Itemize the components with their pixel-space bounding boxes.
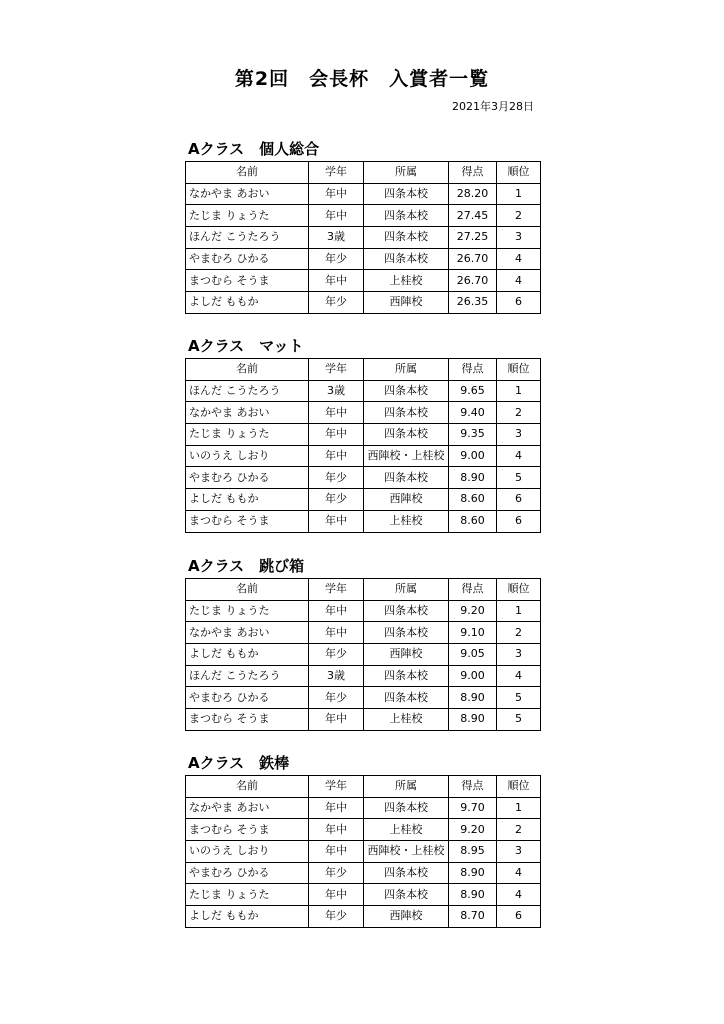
header-grade: 学年 bbox=[309, 776, 364, 798]
cell-name: まつむら そうま bbox=[186, 709, 309, 731]
table-row bbox=[186, 884, 541, 906]
table-row bbox=[186, 622, 541, 644]
cell-score: 8.60 bbox=[449, 489, 497, 511]
cell-name: たじま りょうた bbox=[186, 205, 309, 227]
cell-affiliation: 四条本校 bbox=[364, 687, 449, 709]
cell-grade: 3歳 bbox=[309, 227, 364, 249]
table-row bbox=[186, 205, 541, 227]
cell-grade: 年中 bbox=[309, 402, 364, 424]
table-header-row bbox=[186, 776, 541, 798]
cell-grade: 年中 bbox=[309, 424, 364, 446]
table-row bbox=[186, 489, 541, 511]
cell-grade: 年中 bbox=[309, 205, 364, 227]
cell-score: 26.35 bbox=[449, 292, 497, 314]
cell-name: なかやま あおい bbox=[186, 402, 309, 424]
cell-rank: 4 bbox=[497, 270, 541, 292]
cell-rank: 2 bbox=[497, 402, 541, 424]
cell-rank: 6 bbox=[497, 489, 541, 511]
cell-grade: 年少 bbox=[309, 467, 364, 489]
cell-score: 8.70 bbox=[449, 906, 497, 928]
cell-score: 8.90 bbox=[449, 467, 497, 489]
cell-score: 9.65 bbox=[449, 380, 497, 402]
cell-score: 8.90 bbox=[449, 884, 497, 906]
cell-score: 27.25 bbox=[449, 227, 497, 249]
cell-rank: 2 bbox=[497, 205, 541, 227]
cell-affiliation: 四条本校 bbox=[364, 600, 449, 622]
table-row bbox=[186, 906, 541, 928]
header-rank: 順位 bbox=[497, 162, 541, 184]
cell-affiliation: 四条本校 bbox=[364, 862, 449, 884]
cell-score: 28.20 bbox=[449, 183, 497, 205]
cell-rank: 1 bbox=[497, 380, 541, 402]
cell-grade: 年少 bbox=[309, 292, 364, 314]
cell-affiliation: 四条本校 bbox=[364, 424, 449, 446]
cell-affiliation: 四条本校 bbox=[364, 665, 449, 687]
results-table bbox=[185, 578, 541, 731]
cell-name: たじま りょうた bbox=[186, 424, 309, 446]
results-table bbox=[185, 161, 541, 314]
header-score: 得点 bbox=[449, 579, 497, 601]
section-title: Aクラス 個人総合 bbox=[188, 140, 320, 158]
cell-name: やまむろ ひかる bbox=[186, 467, 309, 489]
document-date: 2021年3月28日 bbox=[452, 100, 534, 113]
cell-affiliation: 西陣校 bbox=[364, 292, 449, 314]
header-affiliation: 所属 bbox=[364, 359, 449, 381]
cell-rank: 1 bbox=[497, 797, 541, 819]
section-vaulting-box bbox=[185, 554, 540, 731]
cell-grade: 年中 bbox=[309, 270, 364, 292]
cell-affiliation: 四条本校 bbox=[364, 402, 449, 424]
section-title: Aクラス マット bbox=[188, 337, 304, 355]
table-row bbox=[186, 292, 541, 314]
cell-grade: 年少 bbox=[309, 489, 364, 511]
cell-affiliation: 上桂校 bbox=[364, 270, 449, 292]
cell-score: 26.70 bbox=[449, 270, 497, 292]
table-row bbox=[186, 600, 541, 622]
cell-affiliation: 上桂校 bbox=[364, 709, 449, 731]
cell-rank: 5 bbox=[497, 687, 541, 709]
table-row bbox=[186, 445, 541, 467]
cell-grade: 年中 bbox=[309, 183, 364, 205]
header-affiliation: 所属 bbox=[364, 776, 449, 798]
cell-rank: 6 bbox=[497, 510, 541, 532]
cell-affiliation: 四条本校 bbox=[364, 884, 449, 906]
section-overall bbox=[185, 137, 540, 314]
cell-name: なかやま あおい bbox=[186, 797, 309, 819]
cell-name: いのうえ しおり bbox=[186, 445, 309, 467]
cell-rank: 5 bbox=[497, 709, 541, 731]
header-rank: 順位 bbox=[497, 776, 541, 798]
cell-score: 9.20 bbox=[449, 819, 497, 841]
cell-rank: 4 bbox=[497, 445, 541, 467]
cell-grade: 年中 bbox=[309, 445, 364, 467]
cell-grade: 年中 bbox=[309, 510, 364, 532]
table-row bbox=[186, 819, 541, 841]
results-table bbox=[185, 775, 541, 928]
cell-name: なかやま あおい bbox=[186, 183, 309, 205]
header-rank: 順位 bbox=[497, 359, 541, 381]
cell-affiliation: 西陣校・上桂校 bbox=[364, 445, 449, 467]
cell-grade: 年少 bbox=[309, 644, 364, 666]
cell-grade: 年中 bbox=[309, 622, 364, 644]
header-name: 名前 bbox=[186, 776, 309, 798]
cell-grade: 年少 bbox=[309, 687, 364, 709]
table-row bbox=[186, 687, 541, 709]
cell-score: 9.70 bbox=[449, 797, 497, 819]
table-header-row bbox=[186, 162, 541, 184]
cell-affiliation: 西陣校・上桂校 bbox=[364, 841, 449, 863]
header-score: 得点 bbox=[449, 776, 497, 798]
section-iron-bar bbox=[185, 751, 540, 928]
cell-score: 8.60 bbox=[449, 510, 497, 532]
cell-grade: 年少 bbox=[309, 248, 364, 270]
cell-score: 9.40 bbox=[449, 402, 497, 424]
table-row bbox=[186, 644, 541, 666]
cell-rank: 6 bbox=[497, 292, 541, 314]
cell-rank: 3 bbox=[497, 644, 541, 666]
header-name: 名前 bbox=[186, 579, 309, 601]
cell-name: ほんだ こうたろう bbox=[186, 665, 309, 687]
section-title: Aクラス 鉄棒 bbox=[188, 754, 290, 772]
cell-grade: 年中 bbox=[309, 819, 364, 841]
cell-affiliation: 上桂校 bbox=[364, 510, 449, 532]
cell-affiliation: 四条本校 bbox=[364, 622, 449, 644]
cell-grade: 3歳 bbox=[309, 380, 364, 402]
header-rank: 順位 bbox=[497, 579, 541, 601]
cell-rank: 1 bbox=[497, 600, 541, 622]
table-row bbox=[186, 467, 541, 489]
table-header-row bbox=[186, 579, 541, 601]
cell-name: まつむら そうま bbox=[186, 819, 309, 841]
cell-score: 9.20 bbox=[449, 600, 497, 622]
cell-name: ほんだ こうたろう bbox=[186, 380, 309, 402]
cell-score: 26.70 bbox=[449, 248, 497, 270]
cell-affiliation: 四条本校 bbox=[364, 227, 449, 249]
cell-affiliation: 四条本校 bbox=[364, 205, 449, 227]
cell-grade: 3歳 bbox=[309, 665, 364, 687]
cell-name: ほんだ こうたろう bbox=[186, 227, 309, 249]
header-affiliation: 所属 bbox=[364, 579, 449, 601]
table-row bbox=[186, 797, 541, 819]
table-row bbox=[186, 183, 541, 205]
section-title: Aクラス 跳び箱 bbox=[188, 557, 305, 575]
table-row bbox=[186, 862, 541, 884]
page-title: 第2回 会長杯 入賞者一覧 bbox=[234, 68, 490, 90]
cell-rank: 1 bbox=[497, 183, 541, 205]
header-name: 名前 bbox=[186, 359, 309, 381]
cell-grade: 年中 bbox=[309, 841, 364, 863]
cell-rank: 4 bbox=[497, 665, 541, 687]
cell-name: いのうえ しおり bbox=[186, 841, 309, 863]
cell-name: なかやま あおい bbox=[186, 622, 309, 644]
header-score: 得点 bbox=[449, 162, 497, 184]
table-row bbox=[186, 270, 541, 292]
table-row bbox=[186, 248, 541, 270]
table-row bbox=[186, 665, 541, 687]
cell-score: 8.90 bbox=[449, 687, 497, 709]
cell-name: たじま りょうた bbox=[186, 600, 309, 622]
cell-score: 8.95 bbox=[449, 841, 497, 863]
cell-rank: 2 bbox=[497, 819, 541, 841]
cell-rank: 2 bbox=[497, 622, 541, 644]
table-row bbox=[186, 841, 541, 863]
cell-score: 8.90 bbox=[449, 862, 497, 884]
cell-name: やまむろ ひかる bbox=[186, 248, 309, 270]
header-name: 名前 bbox=[186, 162, 309, 184]
table-row bbox=[186, 424, 541, 446]
cell-grade: 年中 bbox=[309, 709, 364, 731]
cell-affiliation: 四条本校 bbox=[364, 797, 449, 819]
cell-name: よしだ ももか bbox=[186, 906, 309, 928]
cell-affiliation: 四条本校 bbox=[364, 248, 449, 270]
cell-affiliation: 四条本校 bbox=[364, 380, 449, 402]
cell-affiliation: 四条本校 bbox=[364, 183, 449, 205]
cell-score: 9.00 bbox=[449, 665, 497, 687]
cell-name: まつむら そうま bbox=[186, 510, 309, 532]
cell-rank: 4 bbox=[497, 884, 541, 906]
cell-rank: 3 bbox=[497, 227, 541, 249]
cell-rank: 3 bbox=[497, 424, 541, 446]
cell-score: 9.00 bbox=[449, 445, 497, 467]
table-header-row bbox=[186, 359, 541, 381]
header-affiliation: 所属 bbox=[364, 162, 449, 184]
cell-grade: 年中 bbox=[309, 797, 364, 819]
cell-score: 9.05 bbox=[449, 644, 497, 666]
table-row bbox=[186, 227, 541, 249]
cell-affiliation: 西陣校 bbox=[364, 644, 449, 666]
cell-rank: 3 bbox=[497, 841, 541, 863]
cell-name: まつむら そうま bbox=[186, 270, 309, 292]
results-table bbox=[185, 358, 541, 533]
cell-score: 27.45 bbox=[449, 205, 497, 227]
cell-name: やまむろ ひかる bbox=[186, 687, 309, 709]
cell-affiliation: 西陣校 bbox=[364, 489, 449, 511]
cell-name: よしだ ももか bbox=[186, 489, 309, 511]
cell-score: 8.90 bbox=[449, 709, 497, 731]
cell-grade: 年中 bbox=[309, 600, 364, 622]
header-score: 得点 bbox=[449, 359, 497, 381]
cell-rank: 6 bbox=[497, 906, 541, 928]
cell-affiliation: 上桂校 bbox=[364, 819, 449, 841]
cell-name: たじま りょうた bbox=[186, 884, 309, 906]
cell-grade: 年少 bbox=[309, 862, 364, 884]
cell-score: 9.10 bbox=[449, 622, 497, 644]
cell-grade: 年少 bbox=[309, 906, 364, 928]
cell-rank: 4 bbox=[497, 248, 541, 270]
cell-name: やまむろ ひかる bbox=[186, 862, 309, 884]
header-grade: 学年 bbox=[309, 162, 364, 184]
cell-name: よしだ ももか bbox=[186, 644, 309, 666]
header-grade: 学年 bbox=[309, 579, 364, 601]
cell-rank: 4 bbox=[497, 862, 541, 884]
table-row bbox=[186, 380, 541, 402]
cell-rank: 5 bbox=[497, 467, 541, 489]
cell-name: よしだ ももか bbox=[186, 292, 309, 314]
cell-score: 9.35 bbox=[449, 424, 497, 446]
table-row bbox=[186, 709, 541, 731]
table-row bbox=[186, 510, 541, 532]
cell-affiliation: 西陣校 bbox=[364, 906, 449, 928]
cell-grade: 年中 bbox=[309, 884, 364, 906]
header-grade: 学年 bbox=[309, 359, 364, 381]
section-mat bbox=[185, 334, 540, 533]
cell-affiliation: 四条本校 bbox=[364, 467, 449, 489]
table-row bbox=[186, 402, 541, 424]
